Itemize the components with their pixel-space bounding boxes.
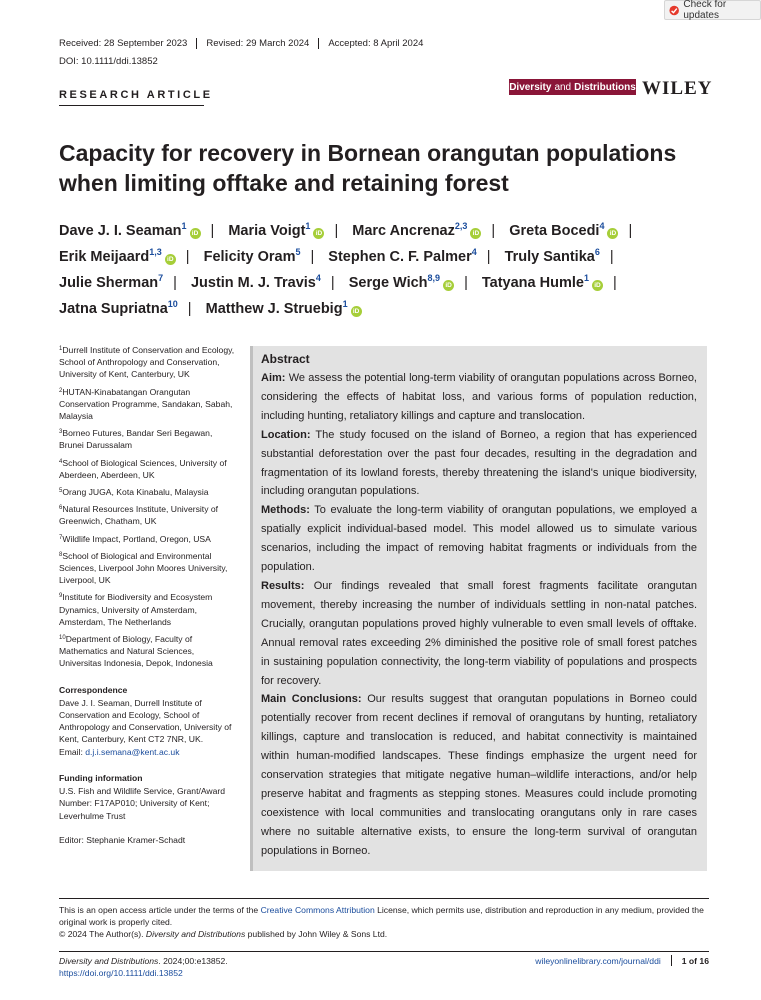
affiliation bbox=[59, 503, 239, 527]
abstract-box bbox=[250, 346, 707, 871]
license-link[interactable]: Creative Commons Attribution bbox=[260, 905, 375, 915]
author-separator: | bbox=[187, 301, 192, 317]
author-separator: | bbox=[628, 223, 633, 239]
abstract-section bbox=[261, 690, 697, 860]
abstract-section-label: Results: bbox=[261, 579, 305, 592]
author-separator: | bbox=[330, 275, 335, 291]
affiliation-list bbox=[59, 344, 239, 670]
email-label: Email: bbox=[59, 746, 86, 757]
license-post: License, which permits use, distribution and reproduction in any medium, provided the original work is properly cited. bbox=[59, 905, 704, 928]
orcid-icon[interactable]: iD bbox=[190, 228, 201, 239]
footer-citation bbox=[59, 955, 228, 979]
author-affiliation-ref[interactable]: 1 bbox=[583, 273, 589, 283]
affiliation-text: Wildlife Impact, Portland, Oregon, USA bbox=[62, 533, 211, 544]
article-doi: DOI: 10.1111/ddi.13852 bbox=[59, 56, 158, 67]
author-separator: | bbox=[491, 223, 496, 239]
affiliation bbox=[59, 486, 239, 498]
author-affiliation-ref[interactable]: 1,3 bbox=[149, 247, 162, 257]
license-line bbox=[59, 904, 719, 928]
author-name: Dave J. I. Seaman bbox=[59, 223, 182, 239]
affiliation bbox=[59, 633, 239, 670]
copyright-journal: Diversity and Distributions bbox=[145, 929, 246, 940]
correspondence-email-line bbox=[59, 746, 239, 758]
affiliation-number: 1 bbox=[59, 346, 63, 352]
author-affiliation-ref[interactable]: 8,9 bbox=[427, 273, 441, 283]
correspondence-heading: Correspondence bbox=[59, 684, 128, 695]
author-name: Justin M. J. Travis bbox=[190, 275, 316, 291]
author-affiliation-ref[interactable]: 1 bbox=[181, 221, 187, 231]
publisher-logo[interactable]: WILEY bbox=[642, 78, 713, 99]
journal-name-part: Distributions bbox=[574, 81, 636, 93]
funding-heading: Funding information bbox=[59, 772, 143, 783]
author-separator: | bbox=[210, 223, 215, 239]
abstract-heading: Abstract bbox=[261, 352, 310, 366]
author-name: Jatna Supriatna bbox=[59, 301, 168, 317]
abstract-section-text: Our results suggest that orangutan populations in Borneo could potentially recover from recent declines if removal of orangutans by hunting, retaliatory killings, capture and translocation is reduced, and habitat connectivity is maintained within human-modified landscapes. These findings emphasize the urgent need for conservation strategies that mitigate negative human–wildlife interactions, and/or help preserve habitat and fragments as stepping stones. Measures could include promoting coexistence with local communities and translocating orangutans only in rare cases where no suitable alternative exists, to ensure the long-term survival of orangutan populations in Borneo. bbox=[261, 693, 697, 857]
citation-line bbox=[59, 955, 228, 967]
author-name: Stephen C. F. Palmer bbox=[328, 249, 472, 265]
citation-rest: . 2024;00:e13852. bbox=[158, 956, 228, 966]
footer-divider bbox=[671, 955, 672, 966]
author-name: Maria Voigt bbox=[228, 223, 306, 239]
author-separator: | bbox=[334, 223, 339, 239]
author[interactable] bbox=[59, 249, 176, 265]
orcid-icon[interactable]: iD bbox=[313, 228, 324, 239]
affiliation-number: 6 bbox=[59, 505, 63, 512]
author-separator: | bbox=[464, 275, 468, 291]
author-name: Truly Santika bbox=[504, 249, 595, 265]
author-separator: | bbox=[612, 275, 617, 291]
author[interactable] bbox=[191, 275, 321, 291]
editor-line bbox=[59, 834, 239, 846]
orcid-icon[interactable]: iD bbox=[351, 306, 362, 317]
author-list bbox=[59, 218, 719, 322]
author-affiliation-ref[interactable]: 6 bbox=[594, 247, 600, 257]
affiliation-text: Natural Resources Institute, University of Greenwich, Chatham, UK bbox=[59, 504, 219, 527]
affiliation-number: 2 bbox=[59, 387, 63, 394]
received-date: Received: 28 September 2023 bbox=[59, 38, 188, 49]
affiliation-text: Durrell Institute of Conservation and Ecology, School of Anthropology and Conservation, University of Kent, Canterbury, UK bbox=[59, 345, 235, 380]
author[interactable] bbox=[59, 275, 163, 291]
author-separator: | bbox=[486, 249, 491, 265]
abstract-section-text: The study focused on the island of Borneo, a region that has experienced substantial deforestation over the past four decades, resulting in the degradation and fragmentation of its lowland forests, thereby threatening the island's unique biodiversity, including orangutan populations. bbox=[261, 428, 697, 498]
date-divider bbox=[196, 38, 197, 49]
orcid-icon[interactable]: iD bbox=[592, 280, 603, 291]
affiliation-text: Institute for Biodiversity and Ecosystem Dynamics, University of Amsterdam, Amsterdam, The Netherlands bbox=[59, 592, 213, 627]
affiliation bbox=[59, 550, 239, 587]
orcid-icon[interactable]: iD bbox=[470, 228, 481, 239]
affiliations-column bbox=[59, 344, 239, 847]
author-name: Serge Wich bbox=[348, 275, 428, 291]
article-title: Capacity for recovery in Bornean orangutan populations when limiting offtake and retaining forest bbox=[59, 140, 677, 196]
author-name: Tatyana Humle bbox=[481, 275, 584, 291]
affiliation-number: 10 bbox=[59, 635, 66, 642]
abstract-section-text: Our findings revealed that small forest fragments facilitate orangutan movement, thereby increasing the number of individuals settling in non-natal patches. Crucially, orangutan populations proved highly vulnerable to even small levels of offtake. Annual removal rates exceeding 2% diminished the positive role of small forest patches in sustaining population connectivity, the long-term viability of populations and prospects for recovery. bbox=[261, 579, 697, 687]
affiliation bbox=[59, 386, 239, 423]
check-updates-label: Check for updates bbox=[683, 0, 727, 21]
author[interactable] bbox=[482, 275, 603, 291]
article-type: RESEARCH ARTICLE bbox=[59, 89, 213, 101]
open-access-rule bbox=[59, 898, 709, 899]
email-link[interactable]: d.j.i.semana@kent.ac.uk bbox=[85, 746, 180, 757]
funding-text: U.S. Fish and Wildlife Service, Grant/Award Number: F17AP010; University of Kent; Leverhulme Trust bbox=[59, 786, 226, 821]
abstract-section-text: We assess the potential long-term viability of orangutan populations across Borneo, considering the effects of habitat loss, and various forms of population reduction, including hunting, retaliatory killings and capture and translocation. bbox=[261, 372, 697, 422]
author-affiliation-ref[interactable]: 4 bbox=[471, 247, 477, 257]
affiliation-number: 7 bbox=[59, 534, 63, 541]
page-number: 1 of 16 bbox=[681, 955, 709, 966]
orcid-icon[interactable]: iD bbox=[165, 254, 176, 265]
affiliation-text: Orang JUGA, Kota Kinabalu, Malaysia bbox=[62, 487, 209, 498]
abstract-section-text: To evaluate the long-term viability of orangutan populations, we employed a spatially explicit individual-based model. This model allowed us to simulate various scenarios, including the impact of removing habitat fragments or individuals from the population. bbox=[261, 504, 697, 574]
author-name: Greta Bocedi bbox=[509, 223, 600, 239]
abstract-section bbox=[261, 501, 697, 577]
affiliation bbox=[59, 533, 239, 545]
author[interactable] bbox=[206, 301, 362, 317]
copyright-post: published by John Wiley & Sons Ltd. bbox=[245, 929, 388, 940]
abstract-section-label: Aim: bbox=[261, 372, 286, 384]
affiliation bbox=[59, 344, 239, 381]
journal-name-part: Diversity bbox=[509, 81, 552, 93]
affiliation-number: 9 bbox=[59, 593, 63, 600]
correspondence-text: Dave J. I. Seaman, Durrell Institute of Conservation and Ecology, School of Anthropology and Conservation, University of Kent, Canterbury, Kent CT2 7NR, UK. bbox=[59, 697, 232, 745]
abstract-section bbox=[261, 426, 697, 502]
check-updates-icon bbox=[669, 5, 679, 16]
citation-journal: Diversity and Distributions bbox=[59, 956, 159, 966]
author-affiliation-ref[interactable]: 1 bbox=[305, 221, 311, 231]
footer-rule bbox=[59, 951, 709, 952]
article-type-rule bbox=[59, 105, 204, 106]
author-separator: | bbox=[609, 249, 614, 265]
author[interactable] bbox=[59, 223, 201, 239]
author-separator: | bbox=[185, 249, 190, 265]
author-name: Marc Ancrenaz bbox=[352, 223, 455, 239]
affiliation bbox=[59, 427, 239, 451]
accepted-date: Accepted: 8 April 2024 bbox=[328, 38, 424, 49]
date-divider bbox=[318, 38, 319, 49]
author-name: Julie Sherman bbox=[59, 275, 159, 291]
author-affiliation-ref[interactable]: 7 bbox=[158, 273, 164, 283]
abstract-section bbox=[261, 369, 697, 426]
author-affiliation-ref[interactable]: 10 bbox=[167, 299, 178, 309]
author[interactable] bbox=[328, 249, 476, 265]
copyright-line bbox=[59, 928, 719, 940]
editor-text: Editor: Stephanie Kramer-Schadt bbox=[59, 834, 186, 845]
author-affiliation-ref[interactable]: 2,3 bbox=[454, 221, 468, 231]
footer-right bbox=[535, 955, 709, 966]
affiliation-text: HUTAN-Kinabatangan Orangutan Conservation Programme, Sandakan, Sabah, Malaysia bbox=[59, 386, 233, 422]
author-affiliation-ref[interactable]: 4 bbox=[315, 273, 321, 283]
journal-site-link[interactable]: wileyonlinelibrary.com/journal/ddi bbox=[535, 955, 661, 966]
affiliation-text: Borneo Futures, Bandar Seri Begawan, Brunei Darussalam bbox=[59, 428, 213, 451]
check-for-updates-button[interactable] bbox=[664, 0, 761, 20]
abstract-section-label: Location: bbox=[261, 428, 311, 441]
author-name: Erik Meijaard bbox=[59, 249, 150, 265]
journal-badge[interactable] bbox=[509, 79, 636, 95]
article-dates bbox=[59, 38, 423, 49]
author[interactable] bbox=[352, 223, 481, 239]
author-affiliation-ref[interactable]: 4 bbox=[599, 221, 605, 231]
affiliation bbox=[59, 591, 239, 628]
affiliation-number: 5 bbox=[59, 488, 63, 495]
author-affiliation-ref[interactable]: 5 bbox=[295, 247, 301, 257]
orcid-icon[interactable]: iD bbox=[443, 280, 454, 291]
affiliation-text: Department of Biology, Faculty of Mathematics and Natural Sciences, Universitas Indonesia, Depok, Indonesia bbox=[59, 634, 213, 669]
journal-name-part: and bbox=[554, 81, 572, 93]
affiliation-number: 4 bbox=[59, 458, 63, 465]
abstract-section-label: Methods: bbox=[261, 504, 310, 517]
author[interactable] bbox=[228, 223, 324, 239]
orcid-icon[interactable]: iD bbox=[607, 228, 618, 239]
affiliation bbox=[59, 457, 239, 481]
affiliation-number: 8 bbox=[59, 551, 63, 558]
copyright-pre: © 2024 The Author(s). bbox=[59, 929, 146, 940]
affiliation-number: 3 bbox=[59, 429, 63, 436]
affiliation-text: School of Biological Sciences, University of Aberdeen, Aberdeen, UK bbox=[59, 457, 227, 480]
author-separator: | bbox=[310, 249, 315, 265]
author[interactable] bbox=[204, 249, 301, 265]
author-affiliation-ref[interactable]: 1 bbox=[342, 299, 348, 309]
author-separator: | bbox=[173, 275, 177, 291]
author[interactable] bbox=[59, 301, 178, 317]
abstract-section-label: Main Conclusions: bbox=[261, 693, 362, 706]
author-name: Matthew J. Struebig bbox=[205, 301, 343, 317]
author[interactable] bbox=[505, 249, 600, 265]
author-name: Felicity Oram bbox=[203, 249, 296, 265]
author[interactable] bbox=[349, 275, 454, 291]
footer-doi-link[interactable]: https://doi.org/10.1111/ddi.13852 bbox=[59, 968, 183, 978]
author[interactable] bbox=[509, 223, 618, 239]
revised-date: Revised: 29 March 2024 bbox=[206, 38, 310, 49]
license-pre: This is an open access article under the terms of the bbox=[59, 905, 261, 915]
abstract-section bbox=[261, 577, 697, 690]
open-access-notice bbox=[59, 904, 719, 941]
affiliation-text: School of Biological and Environmental Sciences, Liverpool John Moores University, Liverpool, UK bbox=[59, 550, 228, 586]
abstract-sections bbox=[261, 369, 697, 861]
